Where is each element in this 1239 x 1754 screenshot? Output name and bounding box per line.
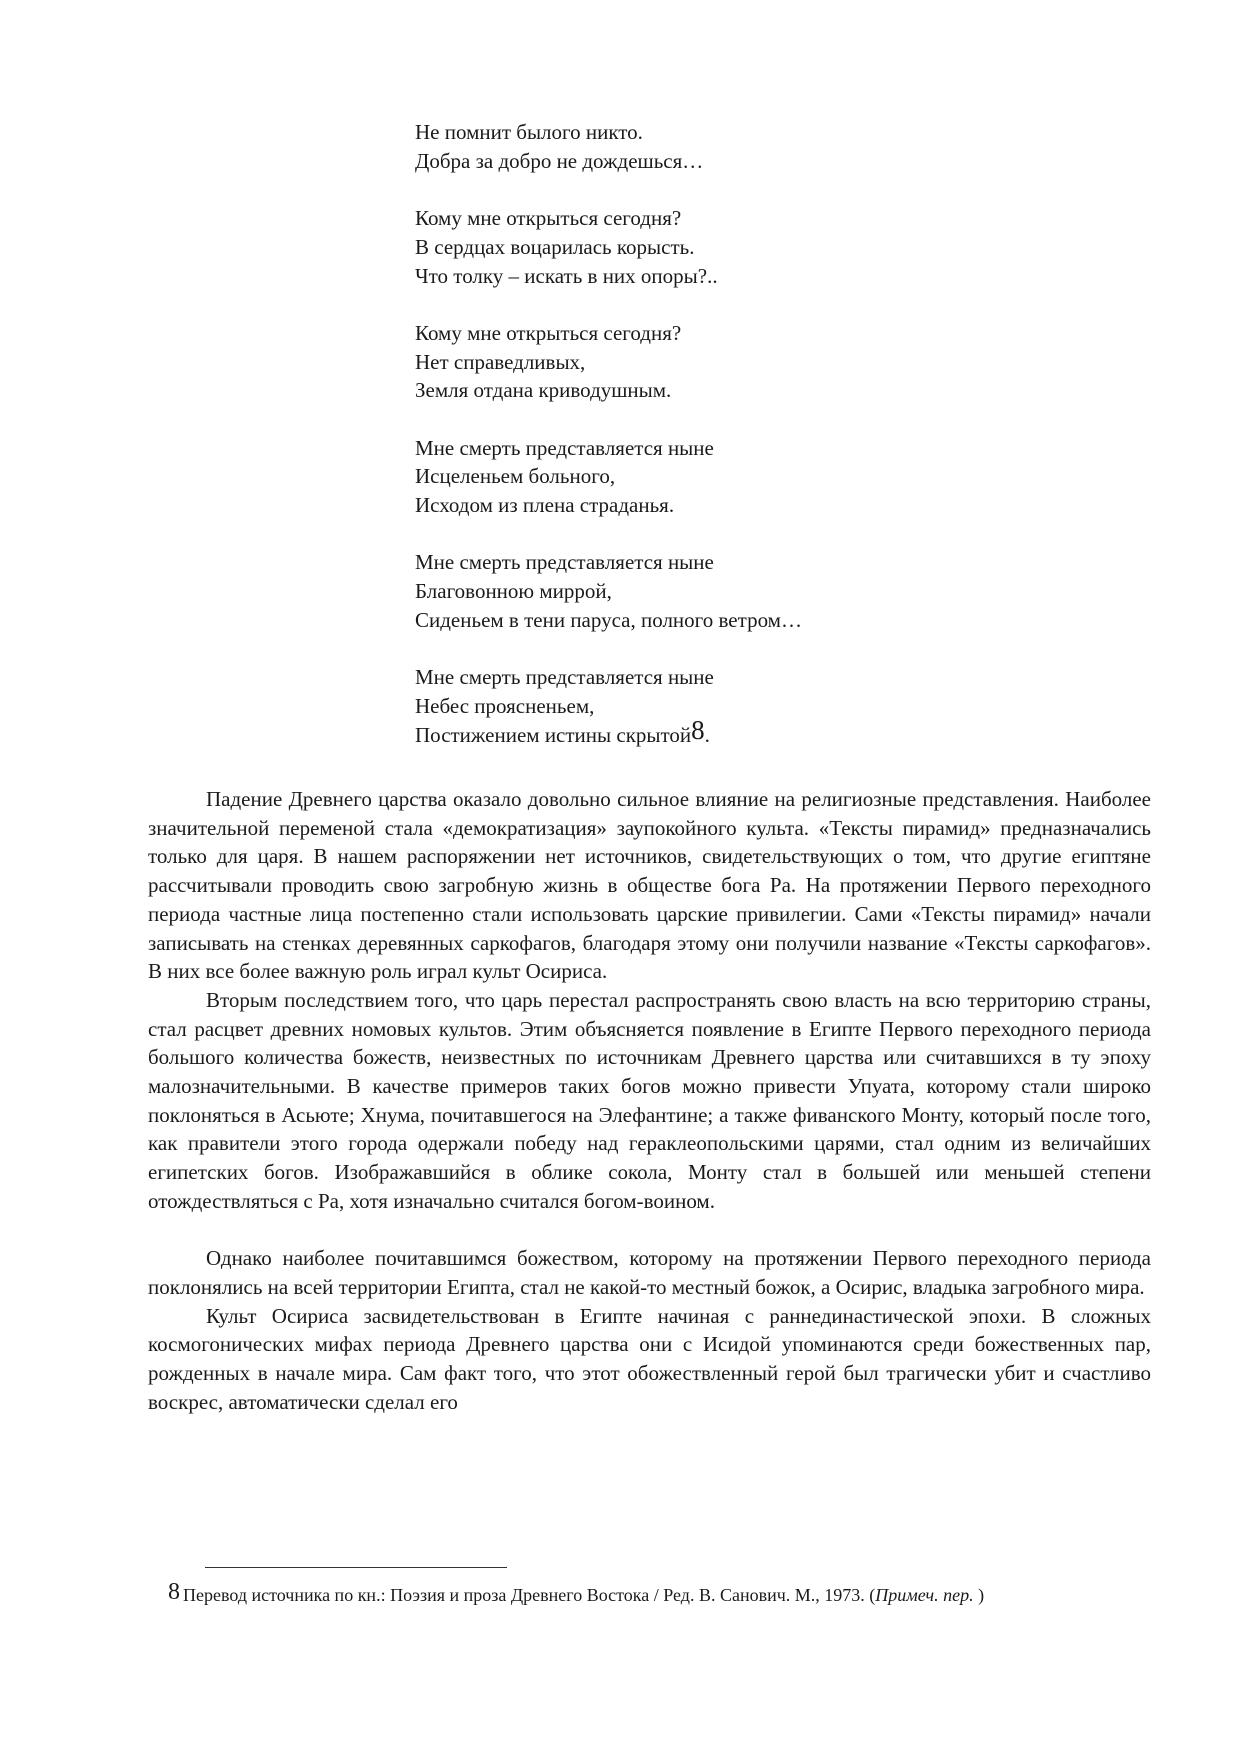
poem-line: В сердцах воцарилась корысть.	[415, 234, 695, 259]
poem-line-text: Постижением истины скрытой	[415, 722, 692, 747]
poem-line-punct: ,	[589, 693, 595, 718]
paragraph: Падение Древнего царства оказало довольно сильное влияние на религиозные представления. Наиболее значительной переменой стала «демократизация» заупокойного культа. «Тексты пирамид» предназначались только для царя. В нашем распоряжении нет источников, свидетельствующих о том, что другие египтяне рассчитывали проводить свою загробную жизнь в обществе бога Ра. На протяжении Первого переходного периода частные лица постепенно стали использовать царские привилегии. Сами «Тексты пирамид» начали записывать на стенках деревянных саркофагов, благодаря этому они получили название «Тексты саркофагов». В них все более важную роль играл культ Осириса.	[148, 787, 1151, 984]
poem-line: Кому мне открыться сегодня?	[415, 206, 682, 231]
body-text	[148, 785, 1151, 1416]
poem-stanza	[415, 319, 1015, 405]
poem-line: Что толку – искать в них опоры?..	[415, 263, 718, 288]
poem-line: Исходом из плена страданья.	[415, 493, 675, 518]
footnote-italic: Примеч. пер.	[875, 1585, 974, 1605]
footnote-number: 8	[168, 1579, 180, 1605]
poem-line-last	[415, 714, 1015, 750]
footnote-separator	[205, 1567, 507, 1568]
poem-line-text: Небес проясненьем	[415, 693, 590, 718]
poem-line: Земля отдана криводушным.	[415, 378, 672, 403]
poem-line: Мне смерть представляется ныне	[415, 435, 714, 460]
poem-stanza	[415, 204, 1015, 290]
poem-line: Благовонною миррой,	[415, 579, 612, 604]
footnote	[168, 1579, 1168, 1608]
paragraph: Вторым последствием того, что царь перестал распространять свою власть на всю территорию страны, стал расцвет древних номовых культов. Этим объясняется появление в Египте Первого переходного периода большого количества божеств, неизвестных по источникам Древнего царства или считавшихся в ту эпоху малозначительными. В качестве примеров таких богов можно привести Упуата, которому стали широко поклоняться в Асьюте; Хнума, почитавшегося на Элефантине; а также фиванского Монту, который после того, как правители этого города одержали победу над гераклеопольскими царями, стал одним из величайших египетских богов. Изображавшийся в облике сокола, Монту стал в большей или меньшей степени отождествляться с Ра, хотя изначально считался богом-воином.	[148, 987, 1151, 1213]
poem-line: Нет справедливых,	[415, 349, 586, 374]
paragraph: Однако наиболее почитавшимся божеством, которому на протяжении Первого переходного периода поклонялись на всей территории Египта, стал не какой-то местный божок, а Осирис, владыка загробного мира.	[148, 1246, 1151, 1299]
footnote-reference[interactable]: 8	[691, 714, 705, 745]
poem-line: Исцеленьем больного,	[415, 464, 616, 489]
footnote-text: Перевод источника по кн.: Поэзия и проза Древнего Востока / Ред. В. Санович. М., 1973. (	[183, 1585, 876, 1605]
poem-line	[415, 692, 1015, 721]
poem-line-punct: .	[704, 722, 710, 747]
poem-line: Мне смерть представляется ныне	[415, 550, 714, 575]
poem-line: Сиденьем в тени паруса, полного ветром…	[415, 607, 802, 632]
poem-line: Добра за добро не дождешься…	[415, 148, 704, 173]
poem-stanza	[415, 434, 1015, 520]
footnote-close: )	[973, 1585, 985, 1605]
paragraph: Культ Осириса засвидетельствован в Египте начиная с раннединастической эпохи. В сложных космогонических мифах периода Древнего царства они с Исидой упоминаются среди божественных пар, рожденных в начале мира. Сам факт того, что этот обожествленный герой был трагически убит и счастливо воскрес, автоматически сделал его	[148, 1303, 1151, 1414]
poem-stanza	[415, 548, 1015, 634]
poem-stanza	[415, 663, 1015, 749]
poem-line: Кому мне открыться сегодня?	[415, 320, 682, 345]
poem	[415, 118, 1015, 749]
poem-stanza	[415, 118, 1015, 175]
poem-line: Не помнит былого никто.	[415, 120, 643, 144]
poem-line: Мне смерть представляется ныне	[415, 665, 714, 690]
